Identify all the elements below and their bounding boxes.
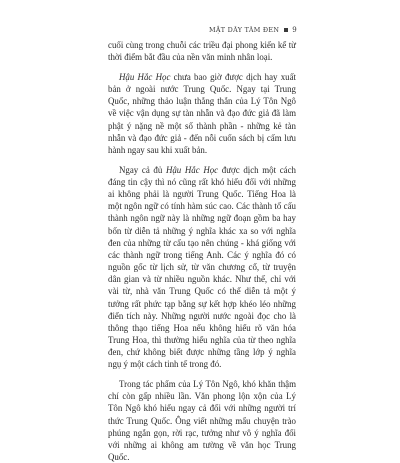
paragraph-3-lead: Ngay cả đủ bbox=[119, 164, 166, 175]
book-title-italic: Hậu Hắc Học bbox=[119, 72, 171, 82]
paragraph-1-text: cuối cùng trong chuỗi các triều đại phong kiến kể từ thời điểm bắt đầu của nền văn minh nhân loại. bbox=[108, 40, 296, 63]
paragraph-3-text: được dịch một cách đáng tin cậy thì nó cũng rất khó hiểu đối với những ai không phải là người Trung Quốc. Tiếng Hoa là một ngôn ngữ có tính hàm súc cao. Các thành tố cấu thành ngôn ngữ này là những ngữ đoạn gồm ba hay bốn từ diễn tả những ý nghĩa khác xa so với nghĩa đen của những từ cấu tạo nên chúng - khá giống với các thành ngữ trong tiếng Anh. Các ý nghĩa đó có nguồn gốc từ lịch sử, từ văn chương cổ, từ truyện dân gian và từ nhiều nguồn khác. Như thế, chỉ với vài từ, nhà văn Trung Quốc có thể diễn tả một ý tưởng rất phức tạp bằng sự kết hợp khéo léo những điển tích này. Những người nước ngoài đọc cho là thông thạo tiếng Hoa nếu không hiểu rõ văn hóa Trung Hoa, thì thường hiểu nghĩa của từ theo nghĩa đen, chứ không biết được những tầng lớp ý nghĩa ngụ ý một cách tinh tế trong đó. bbox=[108, 164, 296, 370]
running-title: MẬT DÂY TÂM ĐEN bbox=[209, 26, 280, 34]
paragraph-2 bbox=[108, 71, 296, 156]
paragraph-4-text: Trong tác phẩm của Lý Tôn Ngô, khó khăn thậm chí còn gấp nhiều lần. Văn phong lộn xộn của Lý Tôn Ngô khó hiểu ngay cả đối với những người trí thức Trung Quốc. Ông viết những mẩu chuyện trào phúng ngắn gọn, rời rạc, tưởng như vô ý nghĩa đối với những ai không am tường về văn học Trung Quốc. bbox=[108, 379, 296, 463]
page-number: 9 bbox=[292, 26, 297, 34]
running-header bbox=[209, 26, 297, 34]
header-separator bbox=[284, 28, 288, 32]
paragraph-3 bbox=[108, 164, 296, 371]
paragraph-4 bbox=[108, 378, 296, 463]
paragraph-1 bbox=[108, 39, 296, 63]
paragraph-2-text: chưa bao giờ được dịch hay xuất bản ở ngoài nước Trung Quốc. Ngay tại Trung Quốc, những thảo luận thẳng thắn của Lý Tôn Ngô về việc vận dụng sự tàn nhẫn và đạo đức giả đã làm phật ý nặng nề một số thành phần - những kẻ tàn nhẫn và đạo đức giả - đến nỗi cuốn sách bị cấm lưu hành ngay sau khi xuất bản. bbox=[108, 72, 297, 155]
book-title-italic: Hậu Hắc Học bbox=[165, 164, 219, 175]
body-text bbox=[108, 39, 296, 463]
